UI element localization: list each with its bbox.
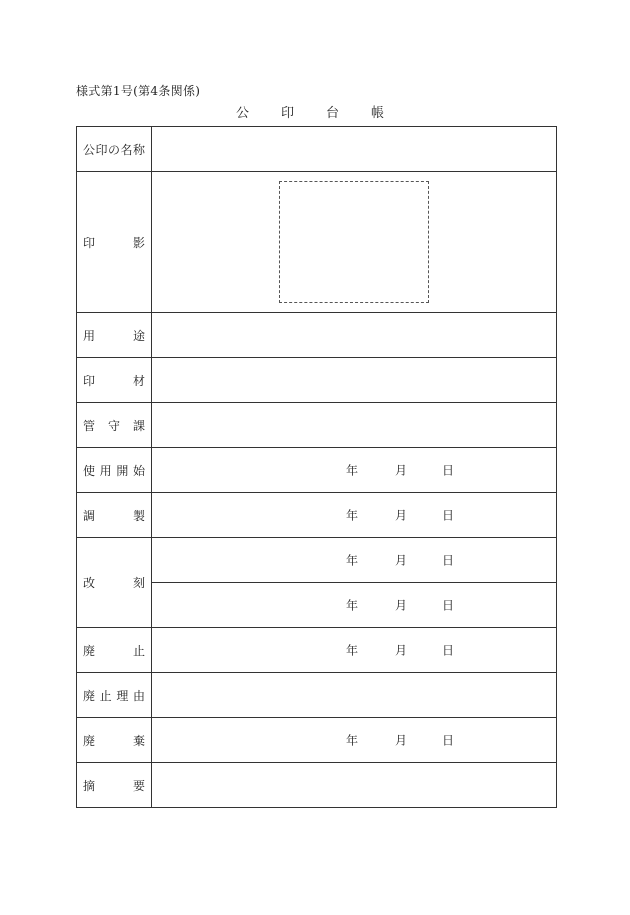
label-use: 用 途 <box>77 313 152 358</box>
field-custodian[interactable] <box>152 403 557 448</box>
row-abolish-date <box>77 628 557 673</box>
label-abolish-reason: 廃 止 理 由 <box>77 673 152 718</box>
title-char: 印 <box>281 106 295 121</box>
field-abolish-date[interactable] <box>152 628 557 673</box>
field-made-date[interactable] <box>152 493 557 538</box>
label-seal-impression: 印 影 <box>77 172 152 313</box>
label-recarve: 改 刻 <box>77 538 152 628</box>
title-char: 帳 <box>371 106 385 121</box>
field-seal-impression[interactable] <box>152 172 557 313</box>
row-recarve-1 <box>77 538 557 583</box>
row-seal-name <box>77 127 557 172</box>
field-summary[interactable] <box>152 763 557 808</box>
field-dispose-date[interactable] <box>152 718 557 763</box>
year-label: 年 <box>346 553 359 568</box>
row-use <box>77 313 557 358</box>
year-label: 年 <box>346 508 359 523</box>
label-start-date: 使 用 開 始 <box>77 448 152 493</box>
row-made-date <box>77 493 557 538</box>
field-start-date[interactable] <box>152 448 557 493</box>
day-label: 日 <box>442 643 455 658</box>
month-label: 月 <box>395 733 408 748</box>
year-label: 年 <box>346 733 359 748</box>
title-char: 公 <box>236 106 250 121</box>
label-custodian: 管 守 課 <box>77 403 152 448</box>
seal-impression-box[interactable] <box>279 181 429 303</box>
row-custodian <box>77 403 557 448</box>
day-label: 日 <box>442 553 455 568</box>
month-label: 月 <box>395 508 408 523</box>
field-recarve-date-2[interactable] <box>152 583 557 628</box>
month-label: 月 <box>395 553 408 568</box>
form-number: 様式第1号(第4条関係) <box>76 84 201 98</box>
form-title <box>236 102 416 121</box>
label-abolish: 廃 止 <box>77 628 152 673</box>
year-label: 年 <box>346 643 359 658</box>
year-label: 年 <box>346 463 359 478</box>
day-label: 日 <box>442 598 455 613</box>
field-abolish-reason[interactable] <box>152 673 557 718</box>
label-dispose: 廃 棄 <box>77 718 152 763</box>
row-summary <box>77 763 557 808</box>
label-summary: 摘 要 <box>77 763 152 808</box>
title-char: 台 <box>326 106 340 121</box>
label-made-date: 調 製 <box>77 493 152 538</box>
day-label: 日 <box>442 508 455 523</box>
year-label: 年 <box>346 598 359 613</box>
month-label: 月 <box>395 598 408 613</box>
month-label: 月 <box>395 463 408 478</box>
row-seal-impression <box>77 172 557 313</box>
field-recarve-date-1[interactable] <box>152 538 557 583</box>
row-start-date <box>77 448 557 493</box>
month-label: 月 <box>395 643 408 658</box>
field-seal-name[interactable] <box>152 127 557 172</box>
day-label: 日 <box>442 733 455 748</box>
seal-register-table <box>76 126 557 808</box>
day-label: 日 <box>442 463 455 478</box>
row-material <box>77 358 557 403</box>
field-use[interactable] <box>152 313 557 358</box>
label-material: 印 材 <box>77 358 152 403</box>
label-seal-name: 公 印 の 名 称 <box>77 127 152 172</box>
row-abolish-reason <box>77 673 557 718</box>
row-dispose-date <box>77 718 557 763</box>
field-material[interactable] <box>152 358 557 403</box>
